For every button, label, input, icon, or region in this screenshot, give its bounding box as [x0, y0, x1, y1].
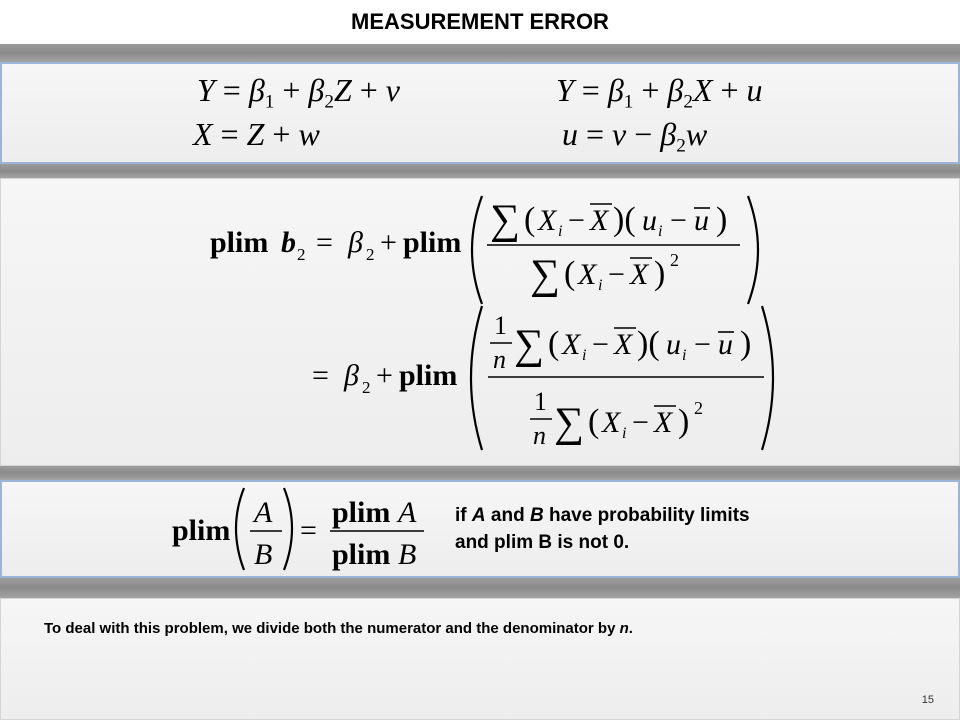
svg-text:+: +	[376, 359, 393, 392]
caption-panel	[0, 598, 960, 720]
svg-text:plim: plim	[210, 226, 269, 259]
svg-text:X: X	[602, 406, 621, 439]
model-panel	[0, 62, 960, 164]
fitted-model-equation: $Y = \beta_1 + \beta_2X + u$	[556, 72, 763, 113]
svg-text:plim: plim	[399, 359, 458, 392]
condition-text: have probability limits	[543, 505, 750, 526]
svg-text:i: i	[558, 223, 563, 240]
svg-text:β: β	[348, 226, 363, 259]
svg-text:B: B	[254, 538, 273, 571]
svg-text:i: i	[622, 425, 627, 442]
svg-text:A: A	[398, 496, 417, 529]
svg-text:X: X	[562, 328, 581, 361]
svg-text:1: 1	[534, 387, 547, 416]
svg-text:−: −	[670, 204, 687, 237]
svg-text:): )	[654, 255, 666, 292]
svg-text:)(: )(	[637, 325, 660, 362]
svg-text:+: +	[380, 226, 397, 259]
svg-text:∑: ∑	[554, 400, 584, 446]
svg-text:i: i	[682, 347, 687, 364]
separator-band	[0, 466, 960, 480]
svg-text:2: 2	[670, 250, 679, 270]
svg-text:(: (	[588, 403, 600, 440]
svg-text:X: X	[614, 328, 633, 361]
svg-text:plim: plim	[332, 496, 391, 529]
separator-band	[0, 164, 960, 178]
plim-rule-condition	[455, 502, 750, 556]
svg-text:X: X	[538, 204, 557, 237]
svg-text:1: 1	[494, 311, 507, 340]
condition-var-a: A	[471, 505, 486, 526]
svg-text:(: (	[564, 255, 576, 292]
condition-var-b: B	[529, 505, 544, 526]
svg-text:)(: )(	[613, 201, 636, 238]
caption-emph: n	[619, 620, 629, 637]
svg-text:n: n	[533, 421, 546, 450]
svg-text:X: X	[578, 258, 597, 291]
svg-text:=: =	[300, 514, 317, 547]
svg-text:n: n	[493, 345, 506, 374]
svg-text:2: 2	[694, 398, 703, 418]
svg-text:): )	[678, 403, 690, 440]
svg-text:X: X	[654, 406, 673, 439]
condition-line-2: and plim B is not 0.	[455, 532, 630, 553]
svg-text:i: i	[598, 277, 603, 294]
svg-text:−: −	[632, 406, 649, 439]
separator-band	[0, 578, 960, 598]
condition-text: if	[455, 505, 472, 526]
measurement-equation: X = Z + w	[193, 116, 320, 152]
svg-text:−: −	[608, 258, 625, 291]
svg-text:): )	[740, 325, 752, 362]
svg-text:plim: plim	[172, 514, 231, 547]
svg-text:A: A	[254, 496, 273, 529]
svg-text:u: u	[642, 204, 657, 237]
condition-text: and	[485, 505, 530, 526]
svg-text:=: =	[316, 226, 333, 259]
svg-text:B: B	[398, 538, 417, 571]
svg-text:−: −	[592, 328, 609, 361]
svg-text:∑: ∑	[530, 252, 560, 298]
svg-text:2: 2	[297, 245, 306, 264]
svg-text:b: b	[281, 226, 296, 259]
svg-text:): )	[716, 201, 728, 238]
svg-text:X: X	[590, 204, 609, 237]
svg-text:2: 2	[366, 245, 375, 264]
svg-text:β: β	[344, 359, 359, 392]
page-number: 15	[921, 694, 934, 706]
caption-text: To deal with this problem, we divide both the numerator and the denominator by	[44, 620, 620, 637]
caption-end: .	[628, 620, 633, 637]
disturbance-equation: $u = v - \beta_2w$	[562, 116, 708, 157]
separator-band	[0, 44, 960, 62]
svg-text:i: i	[582, 347, 587, 364]
svg-text:2: 2	[362, 378, 371, 397]
slide-caption	[44, 620, 633, 637]
derivation-formula	[0, 178, 960, 466]
svg-text:(: (	[548, 325, 560, 362]
svg-text:i: i	[658, 223, 663, 240]
svg-text:=: =	[312, 359, 329, 392]
svg-text:∑: ∑	[490, 197, 520, 243]
slide-title: MEASUREMENT ERROR	[351, 9, 609, 34]
svg-text:plim: plim	[403, 226, 462, 259]
plim-quotient-rule	[0, 480, 450, 578]
svg-text:X: X	[630, 258, 649, 291]
svg-text:−: −	[694, 328, 711, 361]
svg-text:u: u	[666, 328, 681, 361]
svg-text:plim: plim	[332, 538, 391, 571]
svg-text:(: (	[524, 201, 536, 238]
svg-text:u: u	[694, 204, 709, 237]
svg-text:u: u	[718, 328, 733, 361]
svg-text:−: −	[568, 204, 585, 237]
true-model-equation: $Y = \beta_1 + \beta_2Z + v$	[197, 72, 400, 113]
svg-text:∑: ∑	[514, 322, 544, 368]
